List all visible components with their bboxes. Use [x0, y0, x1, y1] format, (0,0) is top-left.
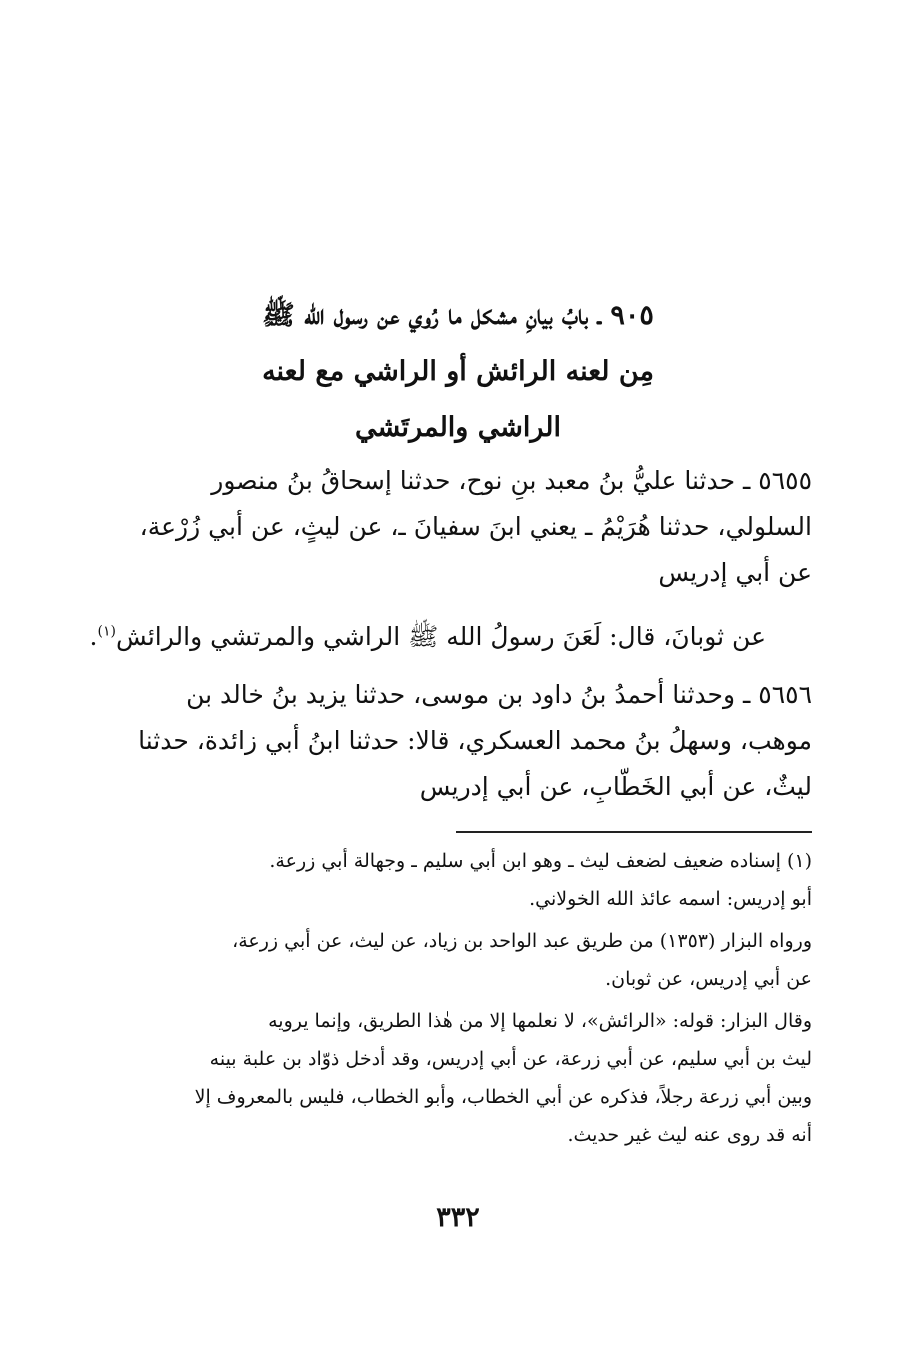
- hadith-5656-line-1: ٥٦٥٦ ـ وحدثنا أحمدُ بنُ داود بن موسى، حدثنا يزيد بنُ خالد بن: [186, 680, 812, 709]
- footnote-line-8: أنه قد روى عنه ليث غير حديث.: [567, 1124, 812, 1146]
- hadith-5656-line-2: موهب، وسهلُ بنُ محمد العسكري، قالا: حدثنا ابنُ أبي زائدة، حدثنا: [138, 726, 812, 755]
- hadith-5656-line-3: ليثٌ، عن أبي الخَطّابِ، عن أبي إدريس: [419, 772, 812, 801]
- footnote-line-1: (١) إسناده ضعيف لضعف ليث ـ وهو ابن أبي سليم ـ وجهالة أبي زرعة.: [269, 850, 812, 872]
- hadith-5655-line-3: عن أبي إدريس: [658, 558, 812, 587]
- footnote-line-3: ورواه البزار (١٣٥٣) من طريق عبد الواحد بن زياد، عن ليث، عن أبي زرعة،: [232, 930, 812, 952]
- page-number: ٣٣٢: [436, 1202, 480, 1233]
- hadith-5655-line-2: السلولي، حدثنا هُرَيْمُ ـ يعني ابنَ سفيانَ ـ، عن ليثٍ، عن أبي زُرْعة،: [139, 512, 812, 541]
- hadith-5655-matn: [89, 614, 766, 660]
- hadith-5655-isnad: [104, 458, 812, 596]
- hadith-5655-matn-text: عن ثوبانَ، قال: لَعَنَ رسولُ الله ﷺ الراشي والمرتشي والرائش: [115, 622, 766, 651]
- hadith-5655-matn-end: .: [89, 622, 98, 651]
- hadith-5655-line-1: ٥٦٥٥ ـ حدثنا عليُّ بنُ معبد بنِ نوح، حدثنا إسحاقُ بنُ منصور: [211, 466, 812, 495]
- footnote-line-5: وقال البزار: قوله: «الرائش»، لا نعلمها إلا من هٰذا الطريق، وإنما يرويه: [268, 1010, 812, 1032]
- hadith-5656: [104, 672, 812, 810]
- footnote-line-2: أبو إدريس: اسمه عائذ الله الخولاني.: [529, 888, 812, 910]
- footnote-line-7: وبين أبي زرعة رجلاً، فذكره عن أبي الخطاب، وأبو الخطاب، فليس بالمعروف إلا: [194, 1086, 812, 1108]
- footnote-marker: (١): [97, 623, 116, 640]
- chapter-title-line-3: الراشي والمرتَشي: [354, 412, 562, 443]
- footnote-separator: [456, 831, 812, 833]
- footnotes: [104, 842, 812, 1154]
- chapter-heading: [60, 288, 856, 456]
- chapter-title-line-1: ٩٠٥ ـ بابُ بيانِ مشكل ما رُوي عن رسول الله ﷺ: [262, 300, 654, 331]
- chapter-title-line-2: مِن لعنه الرائش أو الراشي مع لعنه: [262, 356, 654, 387]
- footnote-line-4: عن أبي إدريس، عن ثوبان.: [605, 968, 812, 990]
- footnote-line-6: ليث بن أبي سليم، عن أبي زرعة، عن أبي إدريس، وقد أدخل ذوّاد بن علبة بينه: [209, 1048, 812, 1070]
